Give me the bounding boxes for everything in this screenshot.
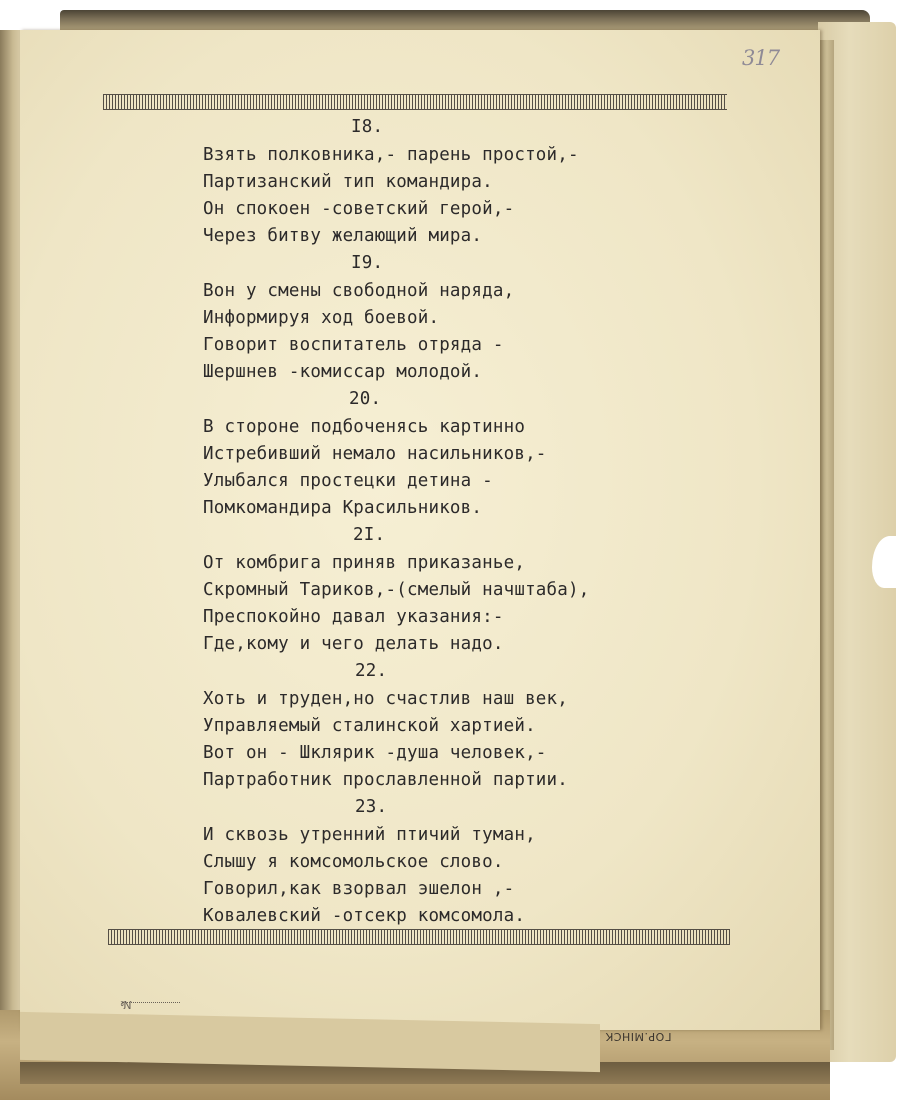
- stanza-18: [203, 114, 643, 250]
- typed-border-top: [103, 94, 727, 110]
- poem-line: Ковалевский -отсекр комсомола.: [203, 906, 526, 926]
- stanza-number: I9.: [351, 253, 384, 273]
- book-top-edge: [60, 10, 870, 32]
- stanza-22: [203, 658, 643, 794]
- stanza-number: I8.: [351, 117, 384, 137]
- poem-line: Вон у смены свободной наряда,: [203, 281, 515, 301]
- poem-line: Преспокойно давал указания:-: [203, 607, 504, 627]
- handwritten-page-number: 317: [742, 46, 780, 70]
- stanza-number: 23.: [355, 797, 388, 817]
- poem-line: Улыбался простецки детина -: [203, 471, 493, 491]
- stanza-19: [203, 250, 643, 386]
- poem-line: Партработник прославленной партии.: [203, 770, 569, 790]
- poem-line: Взять полковника,- парень простой,-: [203, 145, 579, 165]
- stanza-20: [203, 386, 643, 522]
- poem-line: Скромный Тариков,-(смелый начштаба),: [203, 580, 590, 600]
- stanza-23: [203, 794, 643, 930]
- poem-line: Истребивший немало насильников,-: [203, 444, 547, 464]
- poem-line: Управляемый сталинской хартией.: [203, 716, 536, 736]
- stanza-21: [203, 522, 643, 658]
- poem-line: Где,кому и чего делать надо.: [203, 634, 504, 654]
- poem-line: Шершнев -комиссар молодой.: [203, 362, 483, 382]
- poem-line: Через битву желающий мира.: [203, 226, 483, 246]
- poem-line: Слышу я комсомольское слово.: [203, 852, 504, 872]
- stanza-number: 20.: [349, 389, 382, 409]
- poem-line: Хоть и труден,но счастлив наш век,: [203, 689, 569, 709]
- poem-line: В стороне подбоченясь картинно: [203, 417, 526, 437]
- poem-line: От комбрига приняв приказанье,: [203, 553, 526, 573]
- stamp-number-label: №: [120, 998, 132, 1011]
- stanza-number: 22.: [355, 661, 388, 681]
- poem-line: Он спокоен -советский герой,-: [203, 199, 515, 219]
- poem-text: [203, 114, 643, 930]
- poem-line: Говорил,как взорвал эшелон ,-: [203, 879, 515, 899]
- poem-line: Информируя ход боевой.: [203, 308, 440, 328]
- poem-line: Говорит воспитатель отряда -: [203, 335, 504, 355]
- page-stack-edge: [820, 40, 834, 1050]
- poem-line: Партизанский тип командира.: [203, 172, 493, 192]
- poem-line: Помкомандира Красильников.: [203, 498, 483, 518]
- torn-edge: [872, 536, 902, 588]
- stamp-city: ГОР.МІНСК: [605, 1030, 672, 1043]
- poem-line: Вот он - Шклярик -душа человек,-: [203, 743, 547, 763]
- poem-line: И сквозь утренний птичий туман,: [203, 825, 536, 845]
- typed-border-bottom: [108, 929, 730, 945]
- stanza-number: 2I.: [353, 525, 386, 545]
